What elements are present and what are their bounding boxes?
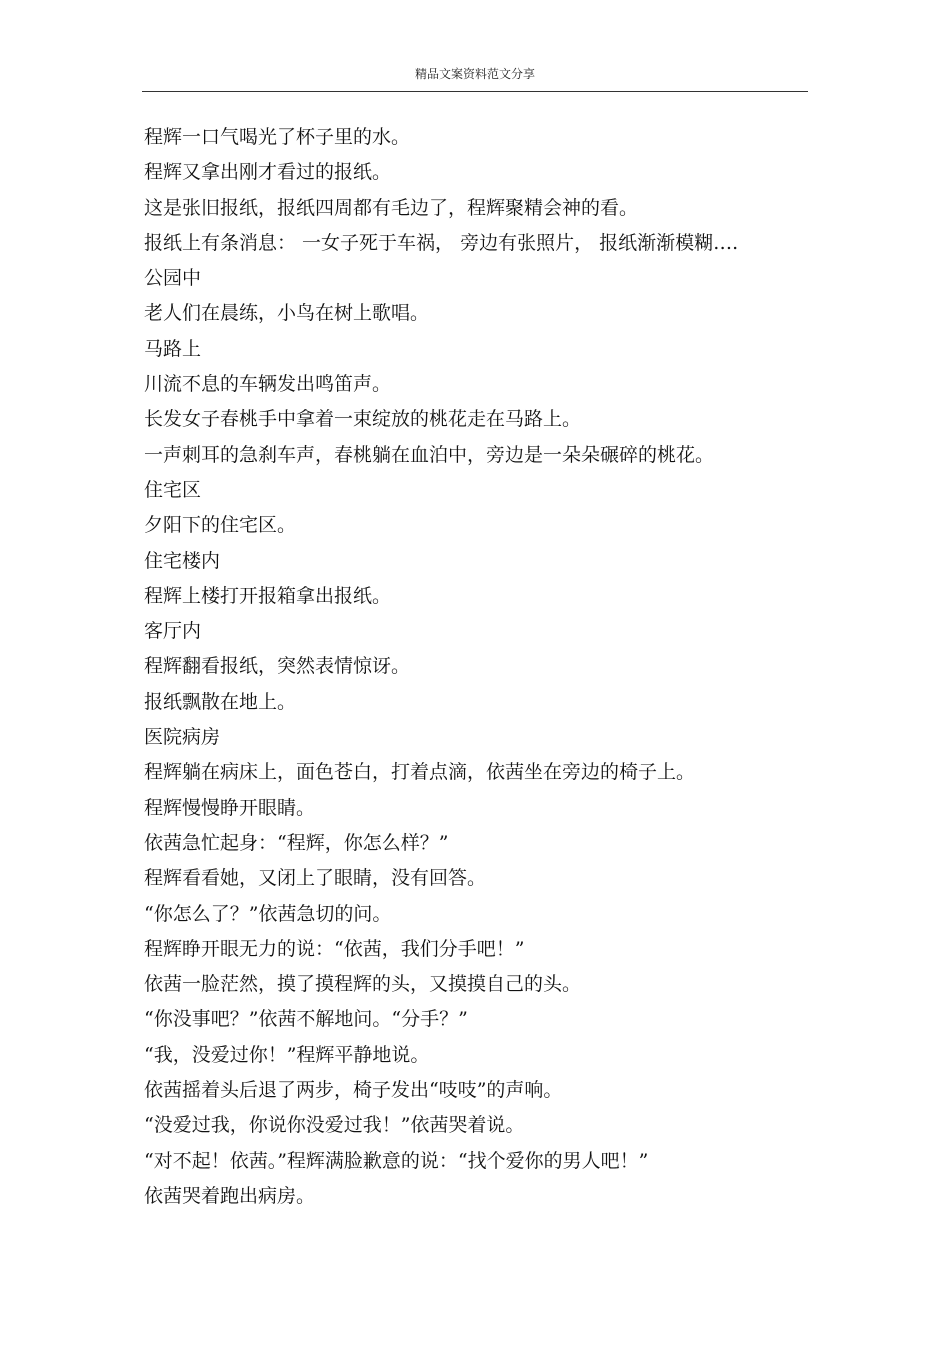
text-line: 程辉翻看报纸，突然表情惊讶。 — [144, 655, 411, 678]
text-line: 程辉上楼打开报箱拿出报纸。 — [144, 584, 392, 607]
text-line: 长发女子春桃手中拿着一束绽放的桃花走在马路上。 — [144, 408, 582, 431]
text-line: 程辉睁开眼无力的说：“依茜，我们分手吧！” — [144, 937, 525, 960]
text-line: “你没事吧？”依茜不解地问。“分手？” — [144, 1008, 468, 1031]
text-line: 依茜一脸茫然，摸了摸程辉的头，又摸摸自己的头。 — [144, 973, 582, 996]
text-line: 依茜急忙起身：“程辉，你怎么样？” — [144, 831, 449, 854]
text-line: 报纸上有条消息： 一女子死于车祸， 旁边有张照片， 报纸渐渐模糊…. — [144, 231, 739, 254]
text-line: 程辉看看她，又闭上了眼睛，没有回答。 — [144, 867, 487, 890]
text-line: 程辉又拿出刚才看过的报纸。 — [144, 161, 392, 184]
header-rule — [142, 91, 808, 92]
scene-heading: 住宅区 — [144, 478, 202, 501]
text-line: 程辉一口气喝光了杯子里的水。 — [144, 126, 411, 148]
text-line: “我，没爱过你！”程辉平静地说。 — [144, 1043, 430, 1066]
scene-heading: 医院病房 — [144, 726, 221, 749]
text-line: 依茜哭着跑出病房。 — [144, 1184, 316, 1207]
text-line: 依茜摇着头后退了两步，椅子发出“吱吱”的声响。 — [144, 1079, 563, 1102]
scene-heading: 住宅楼内 — [144, 549, 221, 572]
text-line: 老人们在晨练，小鸟在树上歌唱。 — [144, 302, 430, 325]
page-header: 精品文案资料范文分享 — [414, 67, 535, 81]
text-line: 这是张旧报纸，报纸四周都有毛边了，程辉聚精会神的看。 — [144, 196, 639, 219]
scene-heading: 马路上 — [144, 337, 202, 360]
text-line: 一声刺耳的急刹车声，春桃躺在血泊中，旁边是一朵朵碾碎的桃花。 — [144, 443, 715, 466]
text-line: 夕阳下的住宅区。 — [144, 514, 297, 537]
document-body — [144, 120, 844, 1214]
text-line: 程辉躺在病床上，面色苍白，打着点滴，依茜坐在旁边的椅子上。 — [144, 761, 696, 784]
text-line: 程辉慢慢睁开眼睛。 — [144, 796, 316, 819]
text-line: 报纸飘散在地上。 — [144, 690, 297, 713]
text-line: “你怎么了？”依茜急切的问。 — [144, 902, 392, 925]
text-line: “对不起！依茜。”程辉满脸歉意的说：“找个爱你的男人吧！” — [144, 1149, 649, 1172]
scene-heading: 公园中 — [144, 267, 202, 290]
scene-heading: 客厅内 — [144, 620, 202, 643]
text-line: 川流不息的车辆发出鸣笛声。 — [144, 373, 392, 396]
text-line: “没爱过我，你说你没爱过我！”依茜哭着说。 — [144, 1114, 525, 1137]
